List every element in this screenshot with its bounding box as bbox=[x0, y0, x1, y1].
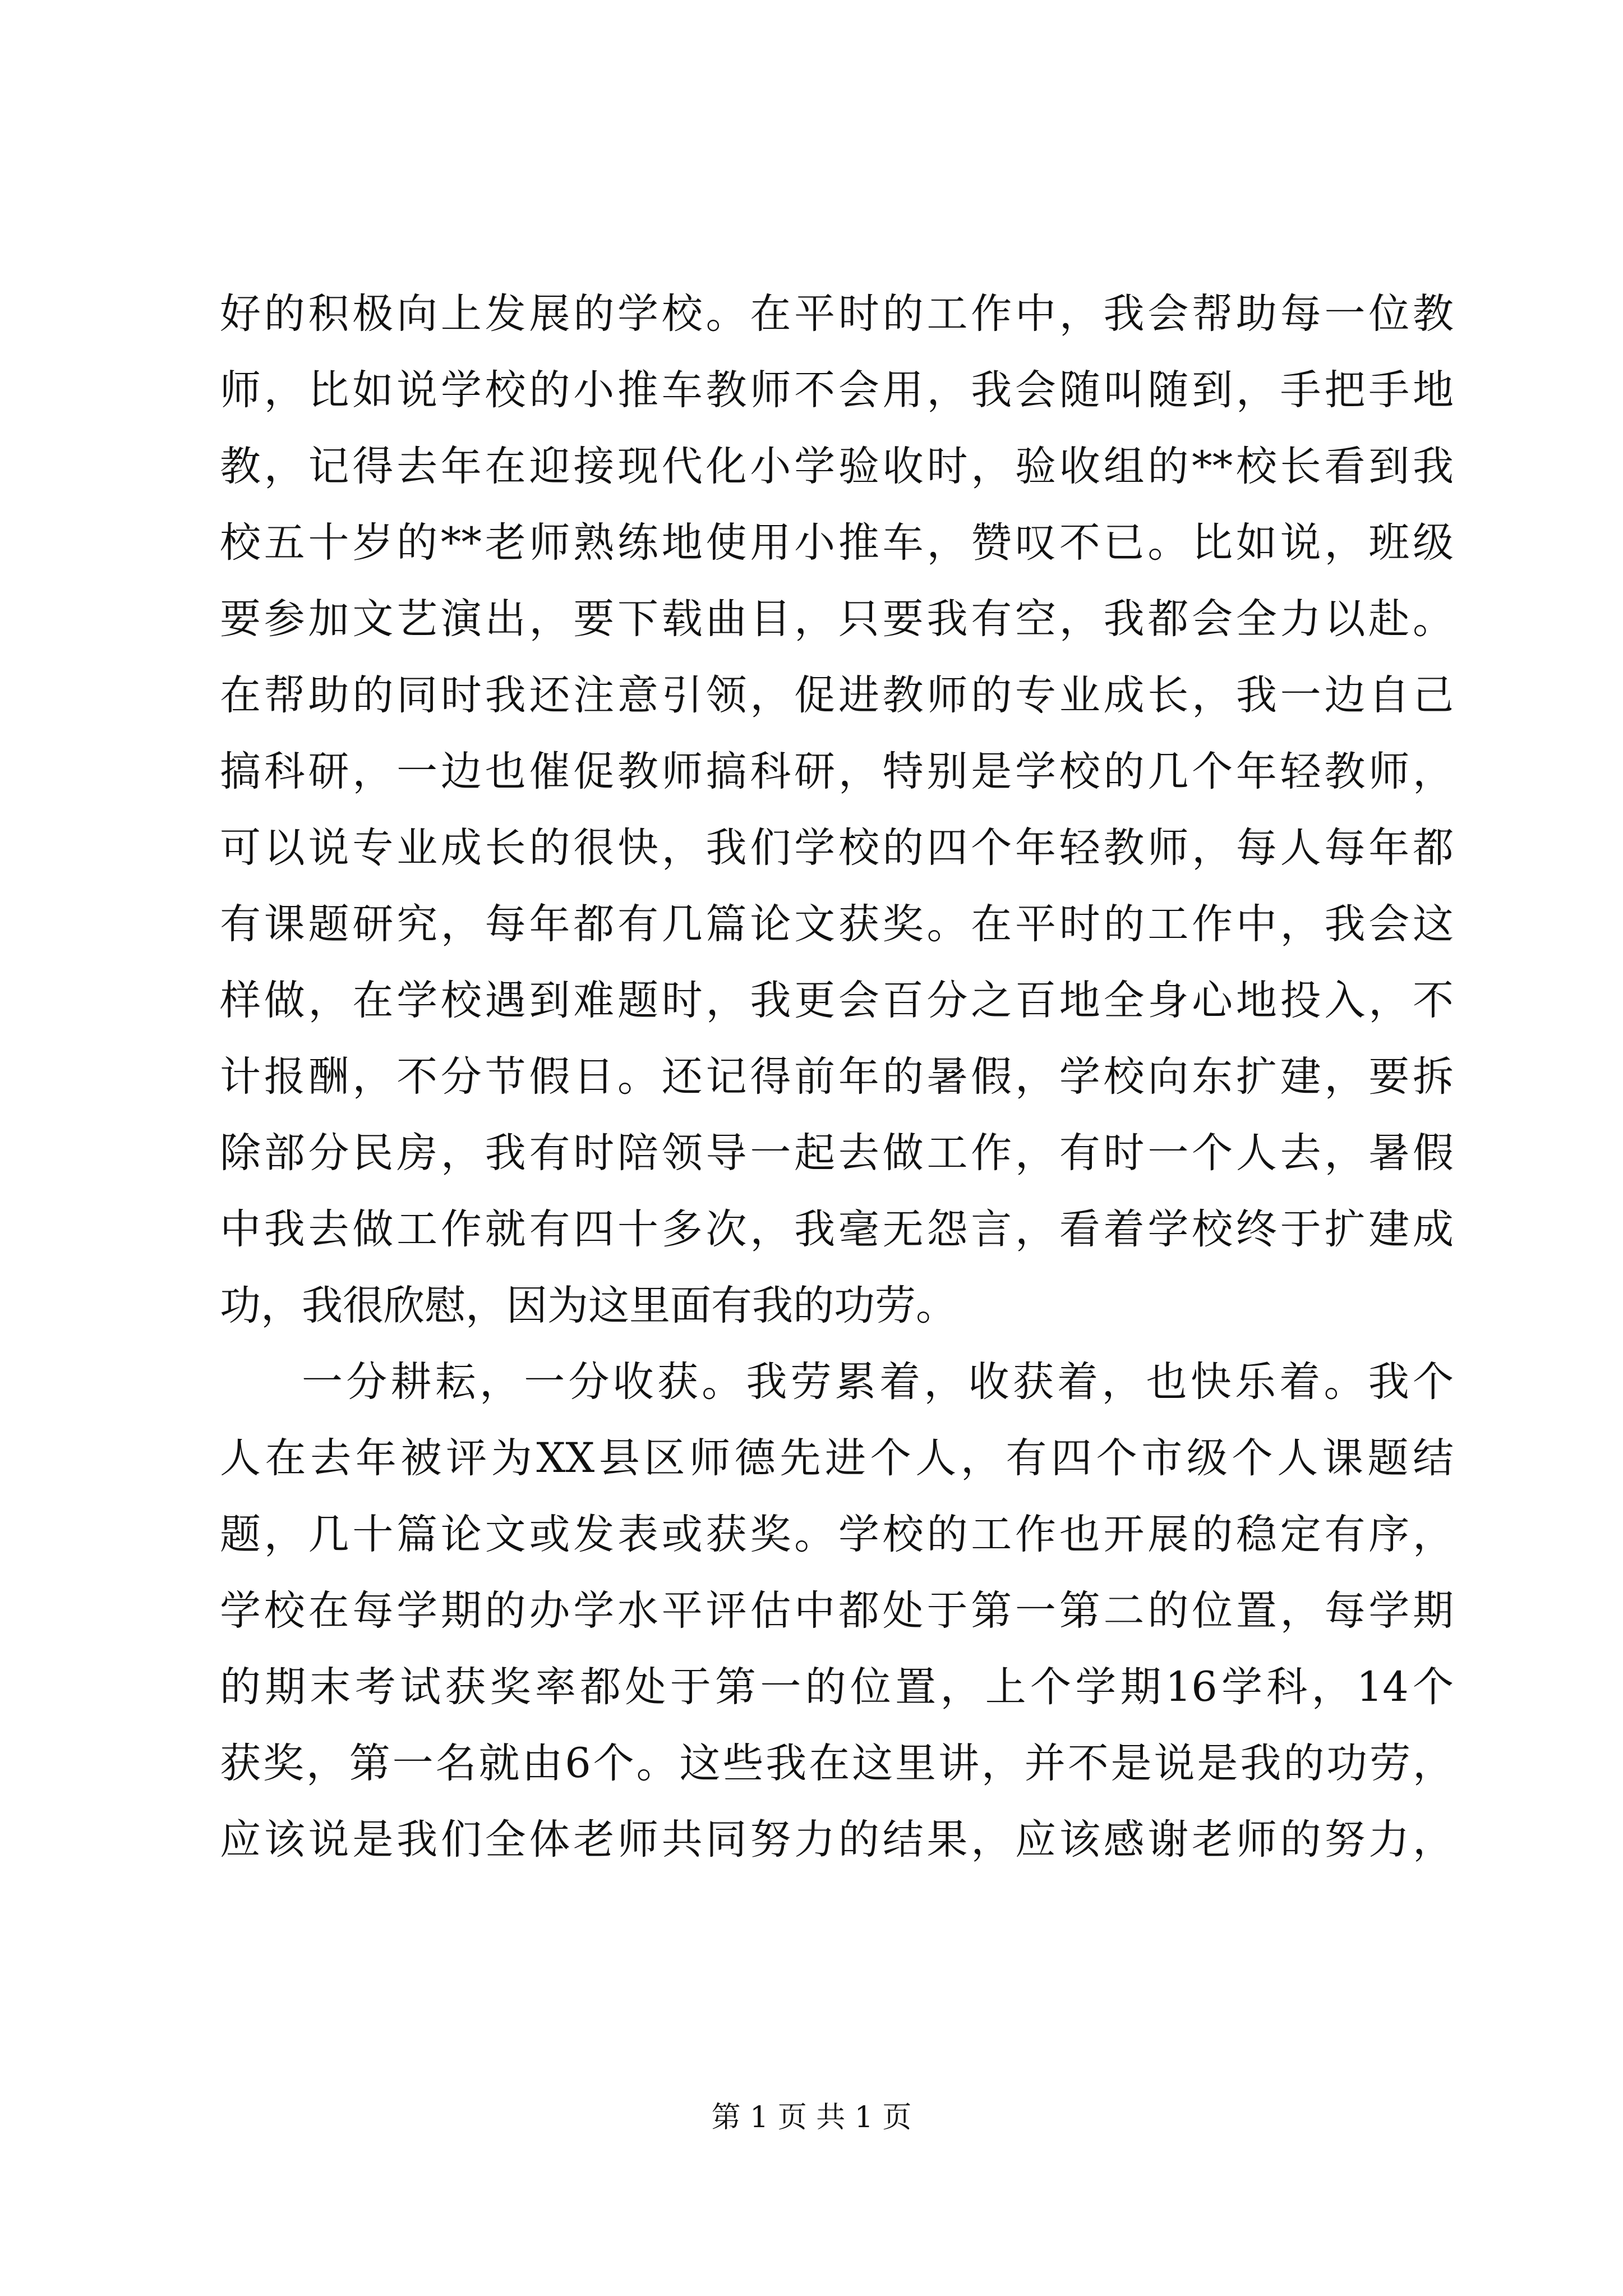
text-line-paragraph-start: 一分耕耘，一分收获。我劳累着，收获着，也快乐着。我个 bbox=[302, 1358, 1454, 1406]
text-line: 学校在每学期的办学水平评估中都处于第一第二的位置，每学期 bbox=[220, 1587, 1454, 1635]
text-line: 校五十岁的**老师熟练地使用小推车，赞叹不已。比如说，班级 bbox=[220, 519, 1454, 567]
text-line: 好的积极向上发展的学校。在平时的工作中，我会帮助每一位教 bbox=[220, 290, 1454, 338]
text-line: 题，几十篇论文或发表或获奖。学校的工作也开展的稳定有序， bbox=[220, 1511, 1454, 1558]
text-line: 除部分民房，我有时陪领导一起去做工作，有时一个人去，暑假 bbox=[220, 1129, 1454, 1177]
text-line: 的期末考试获奖率都处于第一的位置，上个学期16学科，14个 bbox=[220, 1663, 1454, 1711]
text-line: 有课题研究，每年都有几篇论文获奖。在平时的工作中，我会这 bbox=[220, 900, 1454, 948]
text-line: 计报酬，不分节假日。还记得前年的暑假，学校向东扩建，要拆 bbox=[220, 1053, 1454, 1101]
text-line: 师，比如说学校的小推车教师不会用，我会随叫随到，手把手地 bbox=[220, 366, 1454, 414]
text-line: 获奖，第一名就由6个。这些我在这里讲，并不是说是我的功劳， bbox=[220, 1740, 1454, 1787]
text-line: 中我去做工作就有四十多次，我毫无怨言，看着学校终于扩建成 bbox=[220, 1205, 1454, 1253]
text-line: 可以说专业成长的很快，我们学校的四个年轻教师，每人每年都 bbox=[220, 824, 1454, 872]
text-line: 教，记得去年在迎接现代化小学验收时，验收组的**校长看到我 bbox=[220, 443, 1454, 490]
text-line: 应该说是我们全体老师共同努力的结果，应该感谢老师的努力， bbox=[220, 1816, 1454, 1864]
text-line: 样做，在学校遇到难题时，我更会百分之百地全身心地投入，不 bbox=[220, 977, 1454, 1024]
text-line-paragraph-end: 功，我很欣慰，因为这里面有我的功劳。 bbox=[220, 1282, 957, 1329]
text-line: 搞科研，一边也催促教师搞科研，特别是学校的几个年轻教师， bbox=[220, 748, 1454, 795]
text-line: 人在去年被评为XX县区师德先进个人，有四个市级个人课题结 bbox=[220, 1434, 1454, 1482]
text-line: 在帮助的同时我还注意引领，促进教师的专业成长，我一边自己 bbox=[220, 671, 1454, 719]
page-footer: 第 1 页 共 1 页 bbox=[711, 2101, 912, 2134]
text-line: 要参加文艺演出，要下载曲目，只要我有空，我都会全力以赴。 bbox=[220, 595, 1454, 643]
